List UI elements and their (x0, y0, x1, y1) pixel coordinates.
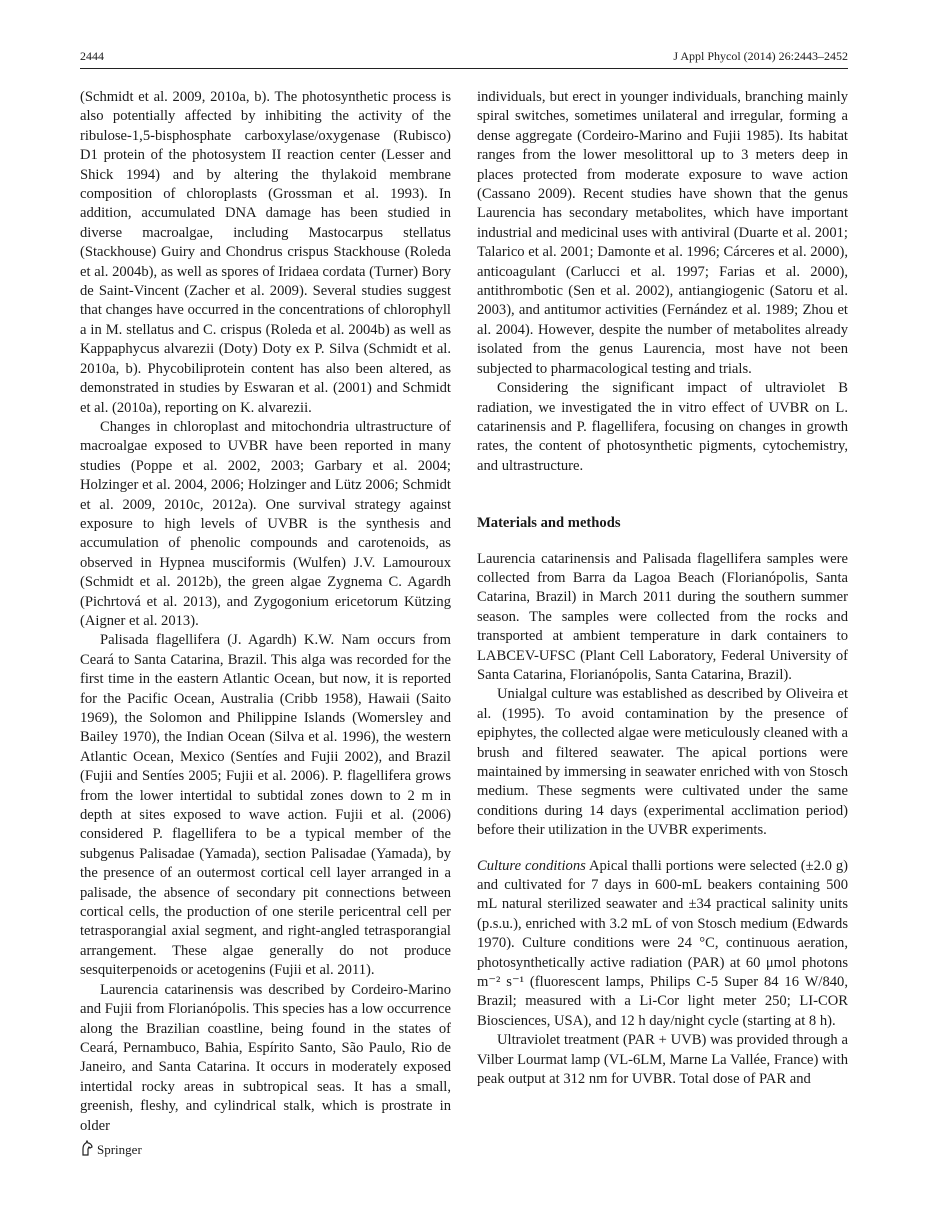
paragraph: (Schmidt et al. 2009, 2010a, b). The photosynthetic process is also potentially affected by inhibiting the activity of the ribulose-1,5-bisphosphate carboxylase/oxygenase (Rubisco) D1 protein of the photosystem II reaction center (Lesser and Shick 1994) and by altering the thylakoid membrane composition of chloroplasts (Grossman et al. 1993). In addition, accumulated DNA damage has been studied in diverse macroalgae, including Mastocarpus stellatus (Stackhouse) Guiry and Chondrus crispus Stackhouse (Roleda et al. 2004b), as well as spores of Iridaea cordata (Turner) Bory de Saint-Vincent (Zacher et al. 2009). Several studies suggest that changes have occurred in the concentrations of chlorophyll a in M. stellatus and C. crispus (Roleda et al. 2004b) as well as Kappaphycus alvarezii (Doty) Doty ex P. Silva (Schmidt et al. 2010a, b). Phycobiliprotein content has also been altered, as demonstrated in studies by Eswaran et al. (2001) and Schmidt et al. (2010a), reporting on K. alvarezii. (80, 89, 451, 416)
page-number: 2444 (80, 49, 104, 63)
paragraph: Considering the significant impact of ultraviolet B radiation, we investigated the in vitro effect of UVBR on L. catarinensis and P. flagellifera, focusing on changes in growth rates, the content of photosynthetic pigments, cytochemistry, and ultrastructure. (477, 380, 848, 474)
paragraph: Laurencia catarinensis and Palisada flagellifera samples were collected from Barra da Lagoa Beach (Florianópolis, Santa Catarina, Brazil) in March 2011 during the southern summer season. The samples were collected from the rocks and transported at ambient temperature in dark containers to LABCEV-UFSC (Plant Cell Laboratory, Federal University of Santa Catarina, Florianópolis, Santa Catarina, Brazil). (477, 550, 848, 683)
section-heading: Materials and methods (477, 515, 621, 532)
right-column (477, 88, 848, 1090)
paragraph: Palisada flagellifera (J. Agardh) K.W. Nam occurs from Ceará to Santa Catarina, Brazil. This alga was recorded for the first time in the eastern Atlantic Ocean, but now, it is reported for the Pacific Ocean, Australia (Cribb 1958), Hawaii (Saito 1969), the Solomon and Philippine Islands (Womersley and Bailey 1970), the Indian Ocean (Silva et al. 1996), the western Atlantic Ocean, Mexico (Sentíes and Fujii 2002), and Brazil (Fujii and Sentíes 2005; Fujii et al. 2006). P. flagellifera grows from the lower intertidal to subtidal zones down to 2 m in depth at sites exposed to wave action. Fujii et al. (2006) considered P. flagellifera to be a typical member of the subgenus Palisadae (Yamada), section Palisadae (Yamada), by the presence of an outermost cortical cell layer arranged in a palisade, the absence of secondary pit connections between cortical cells, the production of one sterile pericentral cell per tetrasporangial axial segment, and right-angled tetrasporangial arrangement. These algae generally do not produce sesquiterpenoids or acetogenins (Fujii et al. 2011). (80, 632, 451, 979)
springer-horse-icon (80, 1140, 97, 1160)
paragraph: Unialgal culture was established as described by Oliveira et al. (1995). To avoid contamination by the presence of epiphytes, the collected algae were meticulously cleaned with a brush and filtered seawater. The apical portions were maintained by immersing in seawater enriched with von Stosch medium. These segments were cultivated under the same conditions during 14 days (experimental acclimation period) before their utilization in the UVBR experiments. (477, 686, 848, 839)
paragraph: Ultraviolet treatment (PAR + UVB) was provided through a Vilber Lourmat lamp (VL-6LM, Marne La Vallée, France) with peak output at 312 nm for UVBR. Total dose of PAR and (477, 1032, 848, 1088)
journal-reference: J Appl Phycol (2014) 26:2443–2452 (673, 49, 848, 63)
publisher-name: Springer (97, 1142, 142, 1157)
page-header (80, 49, 848, 69)
subsection-heading: Culture conditions (477, 857, 586, 874)
page-footer (80, 1140, 142, 1160)
paragraph: Changes in chloroplast and mitochondria ultrastructure of macroalgae exposed to UVBR have been reported in many studies (Poppe et al. 2002, 2003; Garbary et al. 2004; Holzinger et al. 2004, 2006; Holzinger and Lütz 2006; Schmidt et al. 2009, 2010c, 2012a). One survival strategy against exposure to high levels of UVBR is the synthesis and accumulation of phenolic compounds and carotenoids, as observed in Hypnea musciformis (Wulfen) J.V. Lamouroux (Schmidt et al. 2012b), the green algae Zygnema C. Agardh (Pichrtová et al. 2013), and Zygogonium ericetorum Kützing (Aigner et al. 2013). (80, 418, 451, 629)
paragraph: Laurencia catarinensis was described by Cordeiro-Marino and Fujii from Florianópolis. This species has a low occurrence along the Brazilian coastline, being found in the states of Ceará, Pernambuco, Bahia, Espírito Santo, São Paulo, Rio de Janeiro, and Santa Catarina. It occurs in moderately exposed intertidal rocky areas in subtropical seas. It has a small, greenish, fleshy, and cylindrical stalk, which is prostrate in older (80, 981, 451, 1134)
header-rule (80, 68, 848, 69)
paragraph-with-subheading (477, 857, 848, 1032)
paragraph: individuals, but erect in younger individuals, branching mainly spiral switches, sometimes unilateral and irregular, forming a dense aggregate (Cordeiro-Marino and Fujii 1985). Its habitat ranges from the lower mesolittoral up to 3 meters deep in places protected from moderate exposure to wave action (Cassano 2009). Recent studies have shown that the genus Laurencia has secondary metabolites, which have important industrial and medicinal uses with antiviral (Duarte et al. 2001; Talarico et al. 2001; Damonte et al. 1996; Cárceres et al. 2000), anticoagulant (Carlucci et al. 1997; Farias et al. 2000), antithrombotic (Sen et al. 2002), antiangiogenic (Satoru et al. 2003), and antitumor activities (Fernández et al. 1989; Zhou et al. 2004). However, despite the number of metabolites already isolated from the genus Laurencia, most have not been subjected to pharmacological testing and trials. (477, 89, 848, 377)
left-column (80, 88, 451, 1136)
paragraph-text: Apical thalli portions were selected (±2.0 g) and cultivated for 7 days in 600-mL beakers containing 500 mL natural sterilized seawater and ±34 practical salinity units (p.s.u.), enriched with 3.2 mL of von Stosch medium (Edwards 1970). Culture conditions were 24 °C, continuous aeration, photosynthetically active radiation (PAR) at 60 μmol photons m⁻² s⁻¹ (fluorescent lamps, Philips C-5 Super 84 16 W/840, Brazil; measured with a Li-Cor light meter 250; LI-COR Biosciences, USA), and 12 h day/night cycle (starting at 8 h). (477, 857, 848, 1029)
